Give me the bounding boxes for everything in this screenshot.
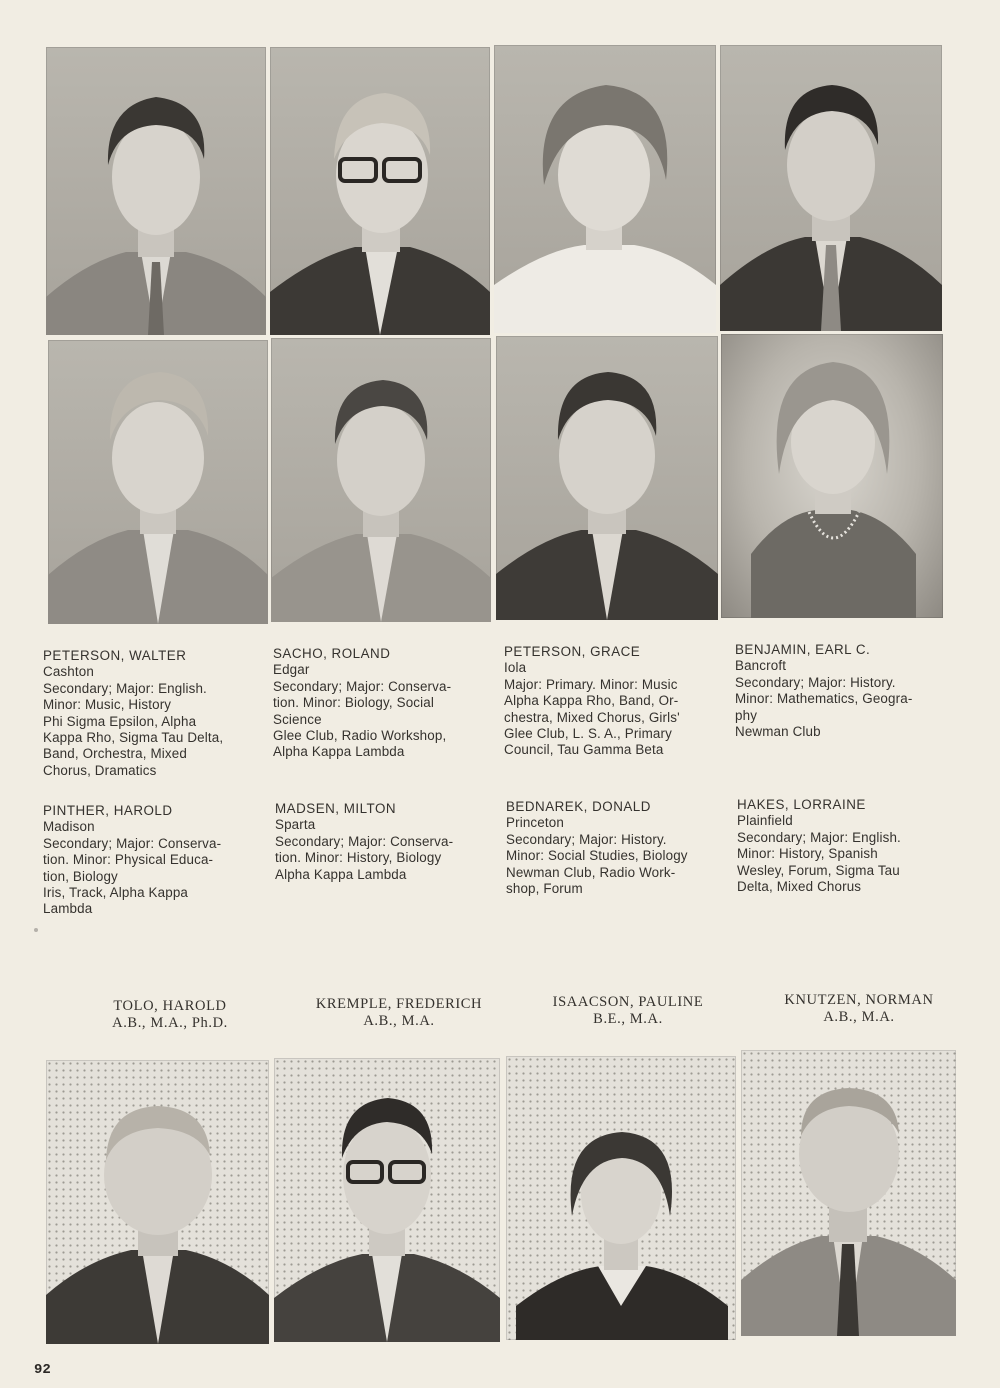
student-name: BEDNAREK, DONALD (506, 799, 651, 814)
bio-line: Chorus, Dramatics (43, 762, 157, 778)
faculty-caption-kremple (287, 996, 511, 1030)
bio-line: Glee Club, L. S. A., Primary (504, 726, 672, 742)
portrait-benjamin-earl (720, 45, 942, 331)
portrait-knutzen-norman (741, 1050, 956, 1336)
hometown: Princeton (506, 815, 564, 831)
bio-line: tion. Minor: Physical Educa- (43, 852, 214, 868)
faculty-caption-knutzen (747, 992, 971, 1026)
bio-line: Science (273, 711, 322, 727)
bio-line: Iris, Track, Alpha Kappa (43, 885, 189, 901)
bio-line: Wesley, Forum, Sigma Tau (737, 862, 900, 878)
hometown: Plainfield (737, 813, 793, 829)
bio-bednarek-donald (506, 799, 728, 897)
portrait-man-suit-icon (271, 338, 491, 622)
portrait-woman-icon (506, 1056, 736, 1340)
student-name: HAKES, LORRAINE (737, 797, 866, 812)
student-name: SACHO, ROLAND (273, 646, 391, 661)
hometown: Bancroft (735, 658, 787, 674)
portrait-pinther-harold (48, 340, 268, 624)
bio-line: Band, Orchestra, Mixed (43, 746, 187, 762)
faculty-name: KNUTZEN, NORMAN (784, 992, 934, 1008)
bio-sacho-roland (273, 646, 495, 761)
faculty-name: TOLO, HAROLD (113, 998, 227, 1014)
bio-line: chestra, Mixed Chorus, Girls' (504, 709, 680, 725)
portrait-sacho-roland (270, 47, 490, 335)
portrait-man-suit-icon (46, 1060, 269, 1344)
bio-line: tion, Biology (43, 868, 118, 884)
bio-hakes-lorraine (737, 797, 959, 895)
portrait-kremple-frederich (274, 1058, 500, 1342)
bio-line: Newman Club (735, 724, 821, 740)
page-number: 92 (34, 1362, 51, 1378)
hometown: Iola (504, 660, 527, 676)
bio-madsen-milton (275, 801, 497, 883)
student-name: MADSEN, MILTON (275, 801, 397, 816)
student-name: BENJAMIN, EARL C. (735, 642, 871, 657)
portrait-man-glasses-icon (270, 47, 490, 335)
bio-line: Alpha Kappa Lambda (273, 744, 405, 760)
hometown: Madison (43, 819, 95, 835)
bio-line: shop, Forum (506, 881, 583, 897)
faculty-caption-tolo (58, 998, 282, 1032)
portrait-man-suit-icon (48, 340, 268, 624)
print-speck (34, 928, 38, 932)
bio-line: Secondary; Major: English. (43, 680, 207, 696)
portrait-isaacson-pauline (506, 1056, 736, 1340)
portrait-woman-icon (494, 45, 716, 333)
portrait-man-glasses-icon (274, 1058, 500, 1342)
faculty-caption-isaacson (516, 994, 740, 1028)
portrait-man-suit-icon (46, 47, 266, 335)
portrait-tolo-harold (46, 1060, 269, 1344)
student-name: PETERSON, WALTER (43, 648, 187, 663)
bio-line: tion. Minor: Biology, Social (273, 695, 434, 711)
bio-line: Minor: Mathematics, Geogra- (735, 691, 913, 707)
bio-line: Council, Tau Gamma Beta (504, 742, 664, 758)
bio-peterson-grace (504, 644, 726, 759)
portrait-man-suit-icon (741, 1050, 956, 1336)
bio-pinther-harold (43, 803, 265, 918)
bio-line: Minor: History, Spanish (737, 846, 878, 862)
portrait-man-suit-icon (720, 45, 942, 331)
portrait-man-suit-icon (496, 336, 718, 620)
bio-line: Delta, Mixed Chorus (737, 879, 862, 895)
faculty-degrees: B.E., M.A. (593, 1011, 663, 1027)
portrait-peterson-grace (494, 45, 716, 333)
portrait-woman-pearls-icon (721, 334, 943, 618)
portrait-madsen-milton (271, 338, 491, 622)
hometown: Cashton (43, 664, 94, 680)
bio-line: phy (735, 707, 758, 723)
bio-peterson-walter (43, 648, 265, 779)
hometown: Sparta (275, 817, 316, 833)
student-name: PINTHER, HAROLD (43, 803, 173, 818)
bio-line: Phi Sigma Epsilon, Alpha (43, 713, 197, 729)
bio-line: Secondary; Major: History. (506, 831, 667, 847)
bio-line: Secondary; Major: Conserva- (273, 678, 452, 694)
bio-line: Alpha Kappa Rho, Band, Or- (504, 693, 679, 709)
faculty-name: ISAACSON, PAULINE (552, 994, 704, 1010)
faculty-degrees: A.B., M.A. (363, 1013, 435, 1029)
hometown: Edgar (273, 662, 310, 678)
bio-line: Newman Club, Radio Work- (506, 864, 676, 880)
bio-benjamin-earl (735, 642, 957, 740)
bio-line: Secondary; Major: Conserva- (275, 833, 454, 849)
bio-line: Minor: Social Studies, Biology (506, 848, 688, 864)
bio-line: Minor: Music, History (43, 697, 172, 713)
bio-line: Major: Primary. Minor: Music (504, 676, 678, 692)
bio-line: Secondary; Major: English. (737, 829, 901, 845)
portrait-hakes-lorraine (721, 334, 943, 618)
faculty-degrees: A.B., M.A. (823, 1009, 895, 1025)
bio-line: Kappa Rho, Sigma Tau Delta, (43, 730, 224, 746)
bio-line: Glee Club, Radio Workshop, (273, 728, 447, 744)
bio-line: Lambda (43, 901, 93, 917)
bio-line: Secondary; Major: Conserva- (43, 835, 222, 851)
faculty-name: KREMPLE, FREDERICH (315, 996, 483, 1012)
portrait-bednarek-donald (496, 336, 718, 620)
portrait-peterson-walter (46, 47, 266, 335)
student-name: PETERSON, GRACE (504, 644, 641, 659)
bio-line: tion. Minor: History, Biology (275, 850, 442, 866)
bio-line: Alpha Kappa Lambda (275, 866, 407, 882)
bio-line: Secondary; Major: History. (735, 674, 896, 690)
faculty-degrees: A.B., M.A., Ph.D. (112, 1015, 228, 1031)
